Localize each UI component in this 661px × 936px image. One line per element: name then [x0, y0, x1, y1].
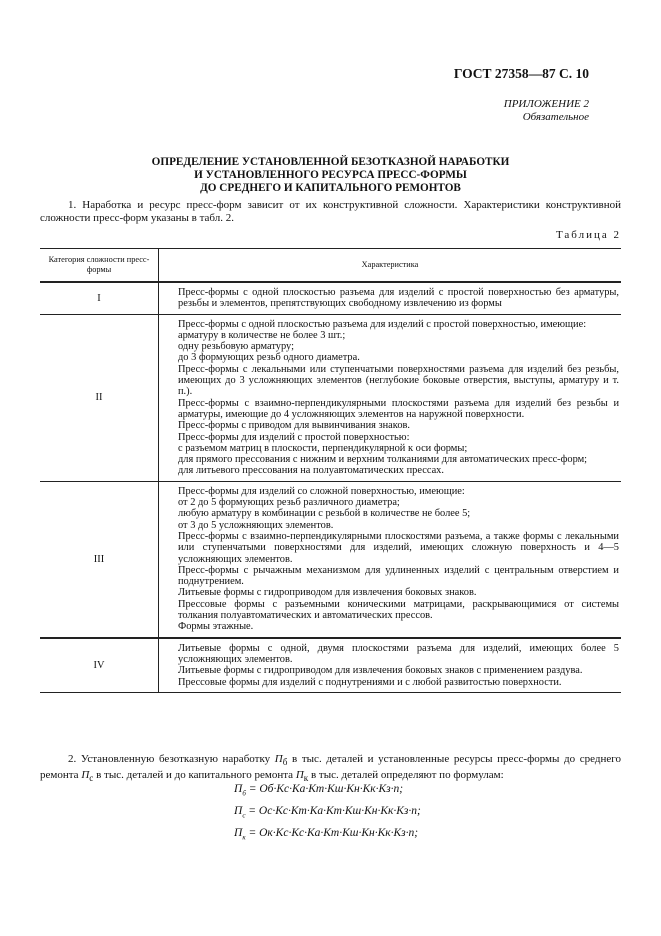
characteristic-line: Пресс-формы для изделий со сложной поверхностью, имеющие: — [178, 485, 465, 497]
appendix-label: ПРИЛОЖЕНИЕ 2 — [503, 98, 589, 110]
column-header-characteristic: Характеристика — [159, 249, 622, 283]
title-line: ДО СРЕДНЕГО И КАПИТАЛЬНОГО РЕМОНТОВ — [200, 181, 461, 194]
symbol: П — [81, 769, 90, 782]
table-row — [40, 481, 621, 637]
characteristic-line: Пресс-формы с приводом для вывинчивания знаков. — [178, 420, 411, 432]
characteristic-line: Литьевые формы с гидроприводом для извлечения боковых знаков с применением раздува. — [178, 665, 583, 677]
formula-lhs-subscript: с — [242, 811, 246, 820]
characteristic-line: одну резьбовую арматуру; — [178, 341, 295, 353]
characteristic-line: Пресс-формы с лекальными или ступенчатыми поверхностями разъема для изделий без резьбы, имеющих до 3 усложняющих элементов (неглубокие боковые отверстия, выступы, арматуру и т. п.). — [178, 363, 619, 398]
characteristic-line: Формы этажные. — [178, 621, 254, 633]
formula-rhs: = Oк·Kс·Kс·Kа·Kт·Kш·Kн·Kк·Kз·n; — [248, 827, 419, 839]
paragraph-text: в тыс. деталей и до капитального ремонта — [93, 769, 296, 782]
symbol-subscript: б — [282, 757, 288, 768]
formula-lhs-subscript: б — [242, 789, 246, 798]
characteristic-line: для литьевого прессования на полуавтоматических прессах. — [178, 465, 444, 477]
category-cell: II — [40, 314, 159, 481]
characteristic-line: Пресс-формы с рычажным механизмом для удлиненных изделий с центральным отверстием и поднутрением. — [178, 564, 619, 588]
paragraph-1: 1. Наработка и ресурс пресс-форм зависит от их конструктивной сложности. Характеристики конструктивной сложности пресс-форм указаны в табл. 2. — [40, 199, 621, 224]
characteristic-line: с разъемом матриц в плоскости, перпендикулярной к оси формы; — [178, 442, 468, 454]
characteristic-line: Пресс-формы с взаимно-перпендикулярными плоскостями разъема для изделий без резьбы и арматуры, имеющие до 4 усложняющих элементов на наружной поверхности. — [178, 397, 619, 420]
symbol: П — [295, 769, 304, 782]
symbol: П — [274, 753, 283, 765]
characteristic-line: Пресс-формы с одной плоскостью разъема для изделий с простой поверхностью без арматуры, резьбы и элементов, препятствующих свободному извлечению из формы — [178, 287, 619, 310]
appendix-block — [504, 98, 589, 124]
complexity-table — [40, 248, 621, 693]
characteristic-line: Прессовые формы для изделий с поднутрениями и с любой развитостью поверхности. — [178, 676, 562, 688]
characteristic-line: Прессовые формы с разъемными коническими матрицами, раскрывающимися от системы толкания полуавтоматических и автоматических прессов. — [178, 598, 619, 622]
characteristic-line: для прямого прессования с нижним и верхним толканиями для автоматических пресс-форм; — [178, 454, 588, 466]
paragraph-text: в тыс. деталей определяют по формулам: — [308, 769, 504, 782]
section-title — [40, 156, 621, 194]
formula-pk — [234, 827, 418, 841]
category-cell: I — [40, 282, 159, 314]
table-header-row — [40, 249, 621, 283]
characteristic-line: Пресс-формы для изделий с простой поверхностью: — [178, 431, 410, 443]
characteristic-line: от 3 до 5 усложняющих элементов. — [178, 519, 334, 531]
paragraph-text: в тыс. деталей и установленные ресурсы пресс-формы до среднего ремонта — [40, 753, 621, 782]
characteristic-line: Пресс-формы с одной плоскостью разъема для изделий с простой поверхностью, имеющие: — [178, 318, 587, 330]
characteristic-line: любую арматуру в комбинации с резьбой в количестве не более 5; — [178, 508, 471, 520]
characteristic-cell — [159, 638, 622, 693]
table-row — [40, 282, 621, 314]
characteristic-cell — [159, 282, 622, 314]
characteristic-line: до 3 формующих резьб одного диаметра. — [178, 352, 360, 364]
title-line: ОПРЕДЕЛЕНИЕ УСТАНОВЛЕННОЙ БЕЗОТКАЗНОЙ НАРАБОТКИ — [151, 156, 510, 168]
symbol-subscript: к — [303, 773, 309, 784]
category-cell: IV — [40, 638, 159, 693]
symbol-subscript: с — [89, 773, 94, 784]
characteristic-cell — [159, 481, 622, 637]
formula-lhs-subscript: к — [242, 833, 246, 842]
paragraph-text: 2. Установленную безотказную наработку — [68, 753, 275, 765]
characteristic-line: от 2 до 5 формующих резьб различного диаметра; — [178, 497, 400, 509]
table-row — [40, 314, 621, 481]
characteristic-line: Пресс-формы с взаимно-перпендикулярными плоскостями разъема, а также формы с лекальными или ступенчатыми поверхностями для изделий, имеющих сложную поверхность и 4—5 усложняющих элементов. — [178, 530, 619, 565]
formula-lhs: П — [234, 827, 243, 839]
category-cell: III — [40, 481, 159, 637]
formula-rhs: = Oб·Kс·Kа·Kт·Kш·Kн·Kк·Kз·n; — [248, 783, 404, 795]
paragraph-2 — [40, 753, 621, 785]
table-row — [40, 638, 621, 693]
characteristic-line: Литьевые формы с одной, двумя плоскостями разъема для изделий, имеющих более 5 усложняющих элементов. — [178, 642, 619, 665]
column-header-category: Категория сложности пресс-формы — [40, 249, 159, 283]
formula-lhs: П — [234, 805, 243, 817]
formula-rhs: = Oс·Kс·Kт·Kа·Kт·Kш·Kн·Kк·Kз·n; — [248, 805, 421, 817]
page-header: ГОСТ 27358—87 С. 10 — [453, 66, 589, 81]
table-caption: Таблица 2 — [555, 229, 621, 241]
characteristic-line: арматуру в количестве не более 3 шт.; — [178, 329, 346, 341]
formula-pc — [234, 805, 421, 819]
formula-lhs: П — [234, 783, 243, 795]
appendix-note: Обязательное — [522, 111, 589, 123]
formula-pb — [234, 783, 403, 797]
characteristic-line: Литьевые формы с гидроприводом для извлечения боковых знаков. — [178, 587, 477, 599]
title-line: И УСТАНОВЛЕННОГО РЕСУРСА ПРЕСС-ФОРМЫ — [194, 168, 467, 181]
characteristic-cell — [159, 314, 622, 481]
